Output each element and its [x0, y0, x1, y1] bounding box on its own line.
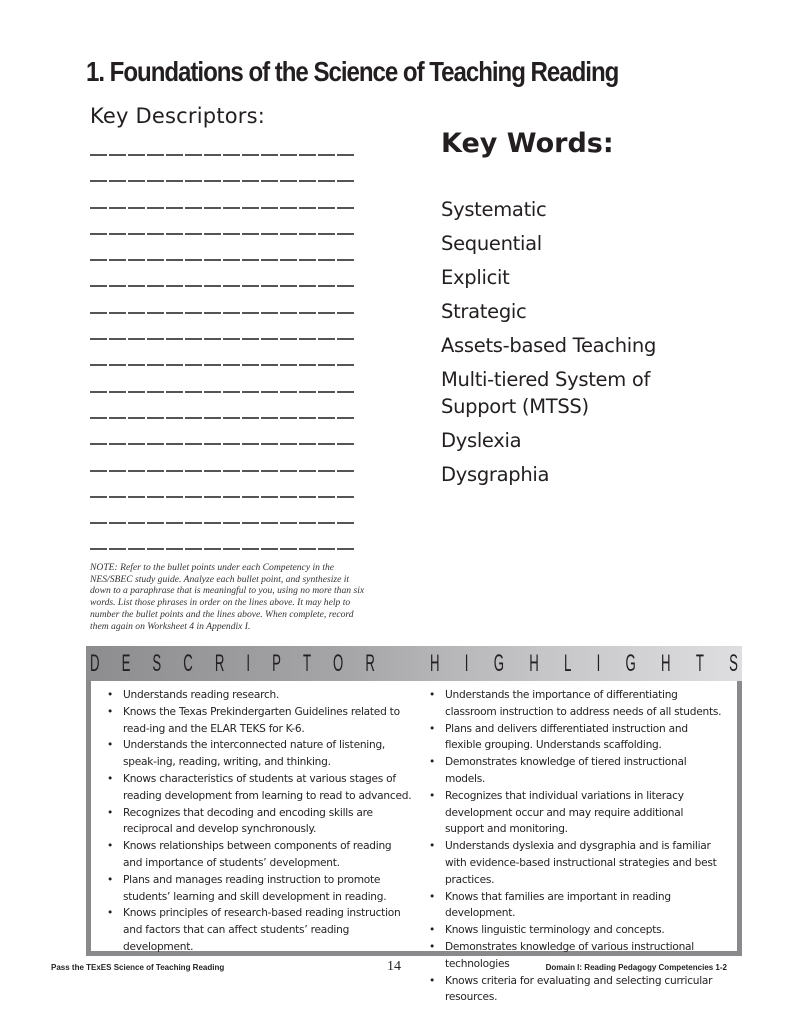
bullet-icon: •	[107, 840, 113, 853]
highlight-text: Demonstrates knowledge of tiered instructional models.	[445, 756, 687, 785]
blank-line-3[interactable]	[90, 203, 356, 229]
highlight-item	[103, 872, 413, 906]
highlight-item	[103, 737, 413, 771]
bullet-icon: •	[107, 806, 113, 819]
descriptor-highlights-header	[86, 646, 742, 681]
blank-line-5[interactable]	[90, 255, 356, 281]
highlight-item	[425, 922, 725, 939]
header-letter: T	[302, 649, 312, 677]
key-word-item: Strategic	[441, 300, 527, 323]
highlight-text: Knows characteristics of students at various stages of reading development from learning to read to advanced.	[123, 772, 412, 802]
highlights-right-column	[425, 687, 725, 1006]
blank-line-12[interactable]	[90, 439, 356, 465]
header-word-highlights	[430, 650, 738, 678]
highlight-text: Knows principles of research-based reading instruction and factors that can affect students’ reading development.	[123, 907, 401, 953]
blank-line-9[interactable]	[90, 360, 356, 386]
blank-line-15[interactable]	[90, 518, 356, 544]
highlight-text: Understands dyslexia and dysgraphia and is familiar with evidence-based instructional strategies and best practices.	[445, 840, 717, 886]
footer-page-number: 14	[387, 959, 401, 974]
highlight-text: Knows criteria for evaluating and selecting curricular resources.	[445, 974, 713, 1004]
bullet-icon: •	[107, 907, 113, 920]
highlight-item	[425, 889, 725, 923]
header-letter: H	[430, 649, 440, 677]
header-letter: D	[90, 649, 100, 677]
blank-line-14[interactable]	[90, 492, 356, 518]
bullet-icon: •	[429, 890, 435, 903]
key-word-item: Dysgraphia	[441, 463, 550, 486]
blank-line-6[interactable]	[90, 281, 356, 307]
header-letter: S	[729, 649, 738, 677]
header-letter: I	[464, 649, 469, 677]
header-letter: R	[214, 649, 225, 677]
blank-line-2[interactable]	[90, 176, 356, 202]
header-word-descriptor	[90, 650, 375, 678]
bullet-icon: •	[429, 840, 435, 853]
highlight-item	[103, 805, 413, 839]
key-word-item: Multi-tiered System of Support (MTSS)	[441, 368, 651, 418]
highlight-item	[425, 721, 725, 755]
bullet-icon: •	[107, 705, 113, 718]
bullet-icon: •	[429, 940, 435, 953]
header-letter: H	[661, 649, 671, 677]
bullet-icon: •	[429, 924, 435, 937]
key-word-item: Explicit	[441, 266, 510, 289]
highlight-text: Understands reading research.	[123, 689, 280, 701]
bullet-icon: •	[107, 772, 113, 785]
header-letter: G	[625, 649, 636, 677]
highlight-text: Demonstrates knowledge of various instructional technologies	[445, 940, 694, 970]
key-words-heading: Key Words:	[441, 128, 614, 159]
blank-line-13[interactable]	[90, 466, 356, 492]
header-letter: L	[564, 649, 572, 677]
key-word-item: Systematic	[441, 198, 547, 221]
highlight-item	[425, 788, 725, 838]
header-letter: O	[333, 649, 344, 677]
bullet-icon: •	[429, 974, 435, 987]
header-letter: T	[695, 649, 704, 677]
blank-line-10[interactable]	[90, 387, 356, 413]
key-word-item: Assets-based Teaching	[441, 334, 657, 357]
highlight-item	[425, 687, 725, 721]
highlight-item	[425, 754, 725, 788]
header-letter: R	[365, 649, 375, 677]
highlight-text: Knows linguistic terminology and concepts.	[445, 924, 665, 937]
header-letter: G	[493, 649, 504, 677]
bullet-icon: •	[429, 756, 435, 769]
header-letter: P	[272, 649, 281, 677]
instruction-note: NOTE: Refer to the bullet points under each Competency in the NES/SBEC study guide. Analyze each bullet point, and synthesize it down to a paraphrase that is meaningful to you, using no more than six words. List those phrases in order on the lines above. It may help to number the bullet points and the lines above. When complete, record them again on Worksheet 4 in Appendix I.	[90, 562, 365, 632]
bullet-icon: •	[429, 722, 435, 735]
highlight-text: Plans and manages reading instruction to promote students’ learning and skill development in reading.	[123, 873, 387, 903]
highlight-text: Understands the interconnected nature of listening, speak-ing, reading, writing, and thinking.	[123, 739, 386, 769]
highlight-text: Plans and delivers differentiated instruction and flexible grouping. Understands scaffolding.	[445, 722, 688, 752]
highlight-text: Recognizes that individual variations in literacy development occur and may require additional support and monitoring.	[445, 789, 684, 836]
bullet-icon: •	[107, 739, 113, 752]
descriptor-blank-lines	[90, 150, 356, 571]
highlight-item	[103, 771, 413, 805]
footer-book-title: Pass the TExES Science of Teaching Reading	[51, 963, 225, 972]
blank-line-4[interactable]	[90, 229, 356, 255]
key-words-list	[441, 196, 701, 495]
header-letter: E	[121, 649, 131, 677]
blank-line-1[interactable]	[90, 150, 356, 176]
header-letter: C	[183, 649, 193, 677]
highlight-text: Understands the importance of differentiating classroom instruction to address needs of all students.	[445, 689, 722, 718]
bullet-icon: •	[429, 689, 435, 701]
header-letter: I	[246, 649, 251, 677]
key-word-item: Sequential	[441, 232, 542, 255]
blank-line-7[interactable]	[90, 308, 356, 334]
page-title: 1. Foundations of the Science of Teaching Reading	[86, 56, 619, 87]
highlight-text: Knows the Texas Prekindergarten Guidelines related to read-ing and the ELAR TEKS for K-6.	[123, 705, 400, 735]
header-letter: I	[596, 649, 601, 677]
header-letter: H	[529, 649, 539, 677]
highlight-item	[425, 838, 725, 888]
highlight-item	[103, 704, 413, 738]
key-descriptors-label: Key Descriptors:	[90, 104, 266, 128]
bullet-icon: •	[107, 689, 113, 701]
footer-section-title: Domain I: Reading Pedagogy Competencies 1-2	[545, 963, 727, 972]
highlight-item	[103, 905, 413, 955]
highlight-item	[103, 838, 413, 872]
bullet-icon: •	[107, 873, 113, 886]
highlight-text: Knows that families are important in reading development.	[445, 890, 671, 920]
highlight-text: Knows relationships between components of reading and importance of students’ development.	[123, 840, 392, 869]
bullet-icon: •	[429, 789, 435, 802]
blank-line-8[interactable]	[90, 334, 356, 360]
highlights-left-column	[103, 687, 413, 956]
blank-line-11[interactable]	[90, 413, 356, 439]
header-letter: S	[152, 649, 162, 677]
key-word-item: Dyslexia	[441, 429, 522, 452]
highlight-item	[425, 973, 725, 1007]
highlight-text: Recognizes that decoding and encoding skills are reciprocal and develop synchronously.	[123, 806, 373, 836]
highlight-item	[103, 687, 413, 704]
